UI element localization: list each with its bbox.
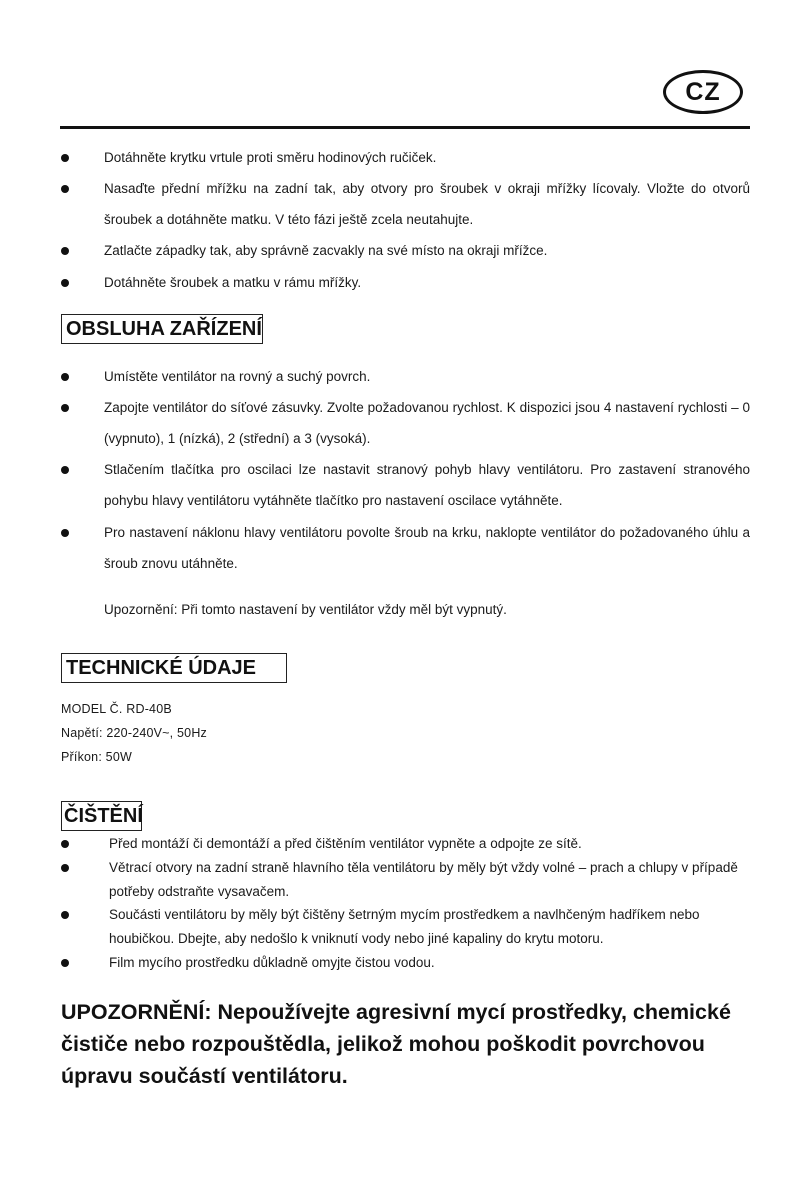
spec-model: MODEL Č. RD-40B <box>61 702 172 716</box>
bullet-icon <box>61 373 69 381</box>
list-item-text: Větrací otvory na zadní straně hlavního těla ventilátoru by měly být vždy volné – prach a chlupy v případě potřeby odstraňte vysavačem. <box>109 860 738 899</box>
bullet-icon <box>61 154 69 162</box>
language-badge: CZ <box>663 70 743 114</box>
bullet-icon <box>61 529 69 537</box>
list-item-text: Umístěte ventilátor na rovný a suchý povrch. <box>104 369 371 384</box>
bullet-icon <box>61 864 69 872</box>
bullet-icon <box>61 404 69 412</box>
bullet-icon <box>61 911 69 919</box>
list-item-text: Před montáží či demontáží a před čištěním ventilátor vypněte a odpojte ze sítě. <box>109 836 582 851</box>
spec-voltage: Napětí: 220-240V~, 50Hz <box>61 726 208 740</box>
bullet-icon <box>61 840 69 848</box>
bullet-icon <box>61 279 69 287</box>
bullet-icon <box>61 185 69 193</box>
bullet-icon <box>61 959 69 967</box>
bullet-icon <box>61 247 69 255</box>
list-item-text: Součásti ventilátoru by měly být čištěny šetrným mycím prostředkem a navlhčeným hadříkem nebo houbičkou. Dbejte, aby nedošlo k vniknutí vody nebo jiné kapaliny do krytu motoru. <box>109 907 700 946</box>
list-item-text: Dotáhněte krytku vrtule proti směru hodinových ručiček. <box>104 150 437 165</box>
list-item-text: Film mycího prostředku důkladně omyjte čistou vodou. <box>109 955 435 970</box>
warning-text: UPOZORNĚNÍ: Nepoužívejte agresivní mycí prostředky, chemické čističe nebo rozpouštědla, jelikož mohou poškodit povrchovou úpravu součástí ventilátoru. <box>61 1000 731 1088</box>
list-item-text: Dotáhněte šroubek a matku v rámu mřížky. <box>104 275 362 290</box>
list-item-text: Stlačením tlačítka pro oscilaci lze nastavit stranový pohyb hlavy ventilátoru. Pro zastavení stranového pohybu hlavy ventilátoru vytáhněte tlačítko pro nastavení oscilace vytáhněte. <box>104 462 750 508</box>
list-item-text: Nasaďte přední mřížku na zadní tak, aby otvory pro šroubek v okraji mřížky lícovaly. Vložte do otvorů šroubek a dotáhněte matku. V této fázi ještě zcela neutahujte. <box>104 181 750 227</box>
section-heading-technical: TECHNICKÉ ÚDAJE <box>61 653 287 683</box>
list-item-text: Zatlačte západky tak, aby správně zacvakly na své místo na okraji mřížce. <box>104 243 548 258</box>
list-item-text: Zapojte ventilátor do síťové zásuvky. Zvolte požadovanou rychlost. K dispozici jsou 4 nastavení rychlosti – 0 (vypnuto), 1 (nízká), 2 (střední) a 3 (vysoká). <box>104 400 750 446</box>
bullet-icon <box>61 466 69 474</box>
operation-note: Upozornění: Při tomto nastavení by ventilátor vždy měl být vypnutý. <box>104 602 507 617</box>
technical-specs <box>61 697 207 769</box>
section-heading-operation: OBSLUHA ZAŘÍZENÍ <box>61 314 263 344</box>
list-item-text: Pro nastavení náklonu hlavy ventilátoru povolte šroub na krku, naklopte ventilátor do požadovaného úhlu a šroub znovu utáhněte. <box>104 525 750 571</box>
section-heading-cleaning: ČIŠTĚNÍ <box>61 801 142 831</box>
header-rule <box>60 126 750 129</box>
spec-power: Příkon: 50W <box>61 750 132 764</box>
